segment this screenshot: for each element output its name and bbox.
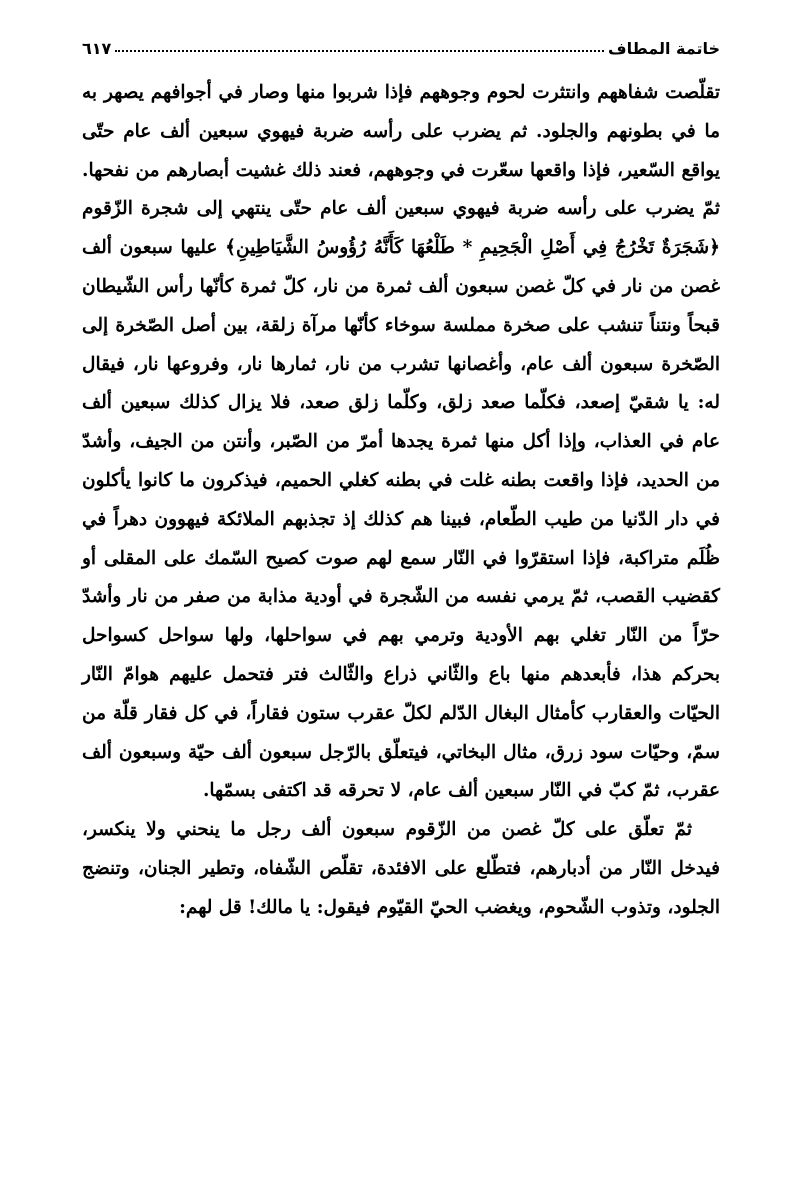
running-title: خاتمة المطاف [608,39,720,58]
paragraph [82,74,720,811]
paragraph-text: عليها سبعون ألف غصن من نار في كلّ غصن سبعون ألف ثمرة من نار، كلّ ثمرة كأنّها رأس الشّيطان قبحاً ونتناً تنشب على صخرة مملسة سوخاء كأنّها مرآة زلقة، بين أصل الصّخرة إلى الصّخرة سبعون ألف عام، وأغصانها تشرب من نار، ثمارها نار، وفروعها نار، فيقال له: يا شقيّ إصعد، فكلّما صعد زلق، وكلّما زلق صعد، فلا يزال كذلك سبعين ألف عام في العذاب، وإذا أكل منها ثمرة يجدها أمرّ من الصّبر، وأنتن من الجيف، وأشدّ من الحديد، فإذا واقعت بطنه غلت في بطنه كغلي الحميم، فيذكرون ما كانوا يأكلون في دار الدّنيا من طيب الطّعام، فبينا هم كذلك إذ تجذبهم الملائكة فيهوون دهراً في ظُلَم متراكبة، فإذا استقرّوا في النّار سمع لهم صوت كصيح السّمك على المقلى أو كقضيب القصب، ثمّ يرمي نفسه من الشّجرة في أودية مذابة من صفر من نار وأشدّ حرّاً من النّار تغلي بهم الأودية وترمي بهم في سواحلها، ولها سواحل كسواحل بحركم هذا، فأبعدهم منها باع والثّاني ذراع والثّالث فتر فتحمل عليهم هوامّ النّار الحيّات والعقارب كأمثال البغال الدّلم لكلّ عقرب ستون فقاراً، في كل فقار قلّة من سمّ، وحيّات سود زرق، مثال البخاتي، فيتعلّق بالرّجل سبعون ألف حيّة وسبعون ألف عقرب، ثمّ كبّ في النّار سبعين ألف عام، لا تحرقه قد اكتفى بسمّها. [82,237,720,802]
paragraph-text: تقلّصت شفاههم وانتثرت لحوم وجوههم فإذا شربوا منها وصار في أجوافهم يصهر به ما في بطونهم والجلود. ثم يضرب على رأسه ضربة فيهوي سبعين ألف عام حتّى يواقع السّعير، فإذا واقعها سعّرت في وجوههم، فعند ذلك غشيت أبصارهم من نفحها. ثمّ يضرب على رأسه ضربة فيهوي سبعين ألف عام حتّى ينتهي إلى شجرة الزّقوم [82,82,720,220]
dotted-leader [115,49,604,52]
book-page [82,28,720,1168]
page-body [82,74,720,928]
page-number: ٦١٧ [82,39,112,58]
paragraph: ثمّ تعلّق على كلّ غصن من الزّقوم سبعون ألف رجل ما ينحني ولا ينكسر، فيدخل النّار من أدبارهم، فتطّلع على الافئدة، تقلّص الشّفاه، وتطير الجنان، وتنضج الجلود، وتذوب الشّحوم، ويغضب الحيّ القيّوم فيقول: يا مالك! قل لهم: [82,819,720,918]
quran-verse: ﴿شَجَرَةٌ تَخْرُجُ فِي أَصْلِ الْجَحِيمِ * طَلْعُهَا كَأَنَّهُ رُؤُوسُ الشَّيَاطِينِ﴾ [225,237,720,259]
page-header [82,28,720,58]
